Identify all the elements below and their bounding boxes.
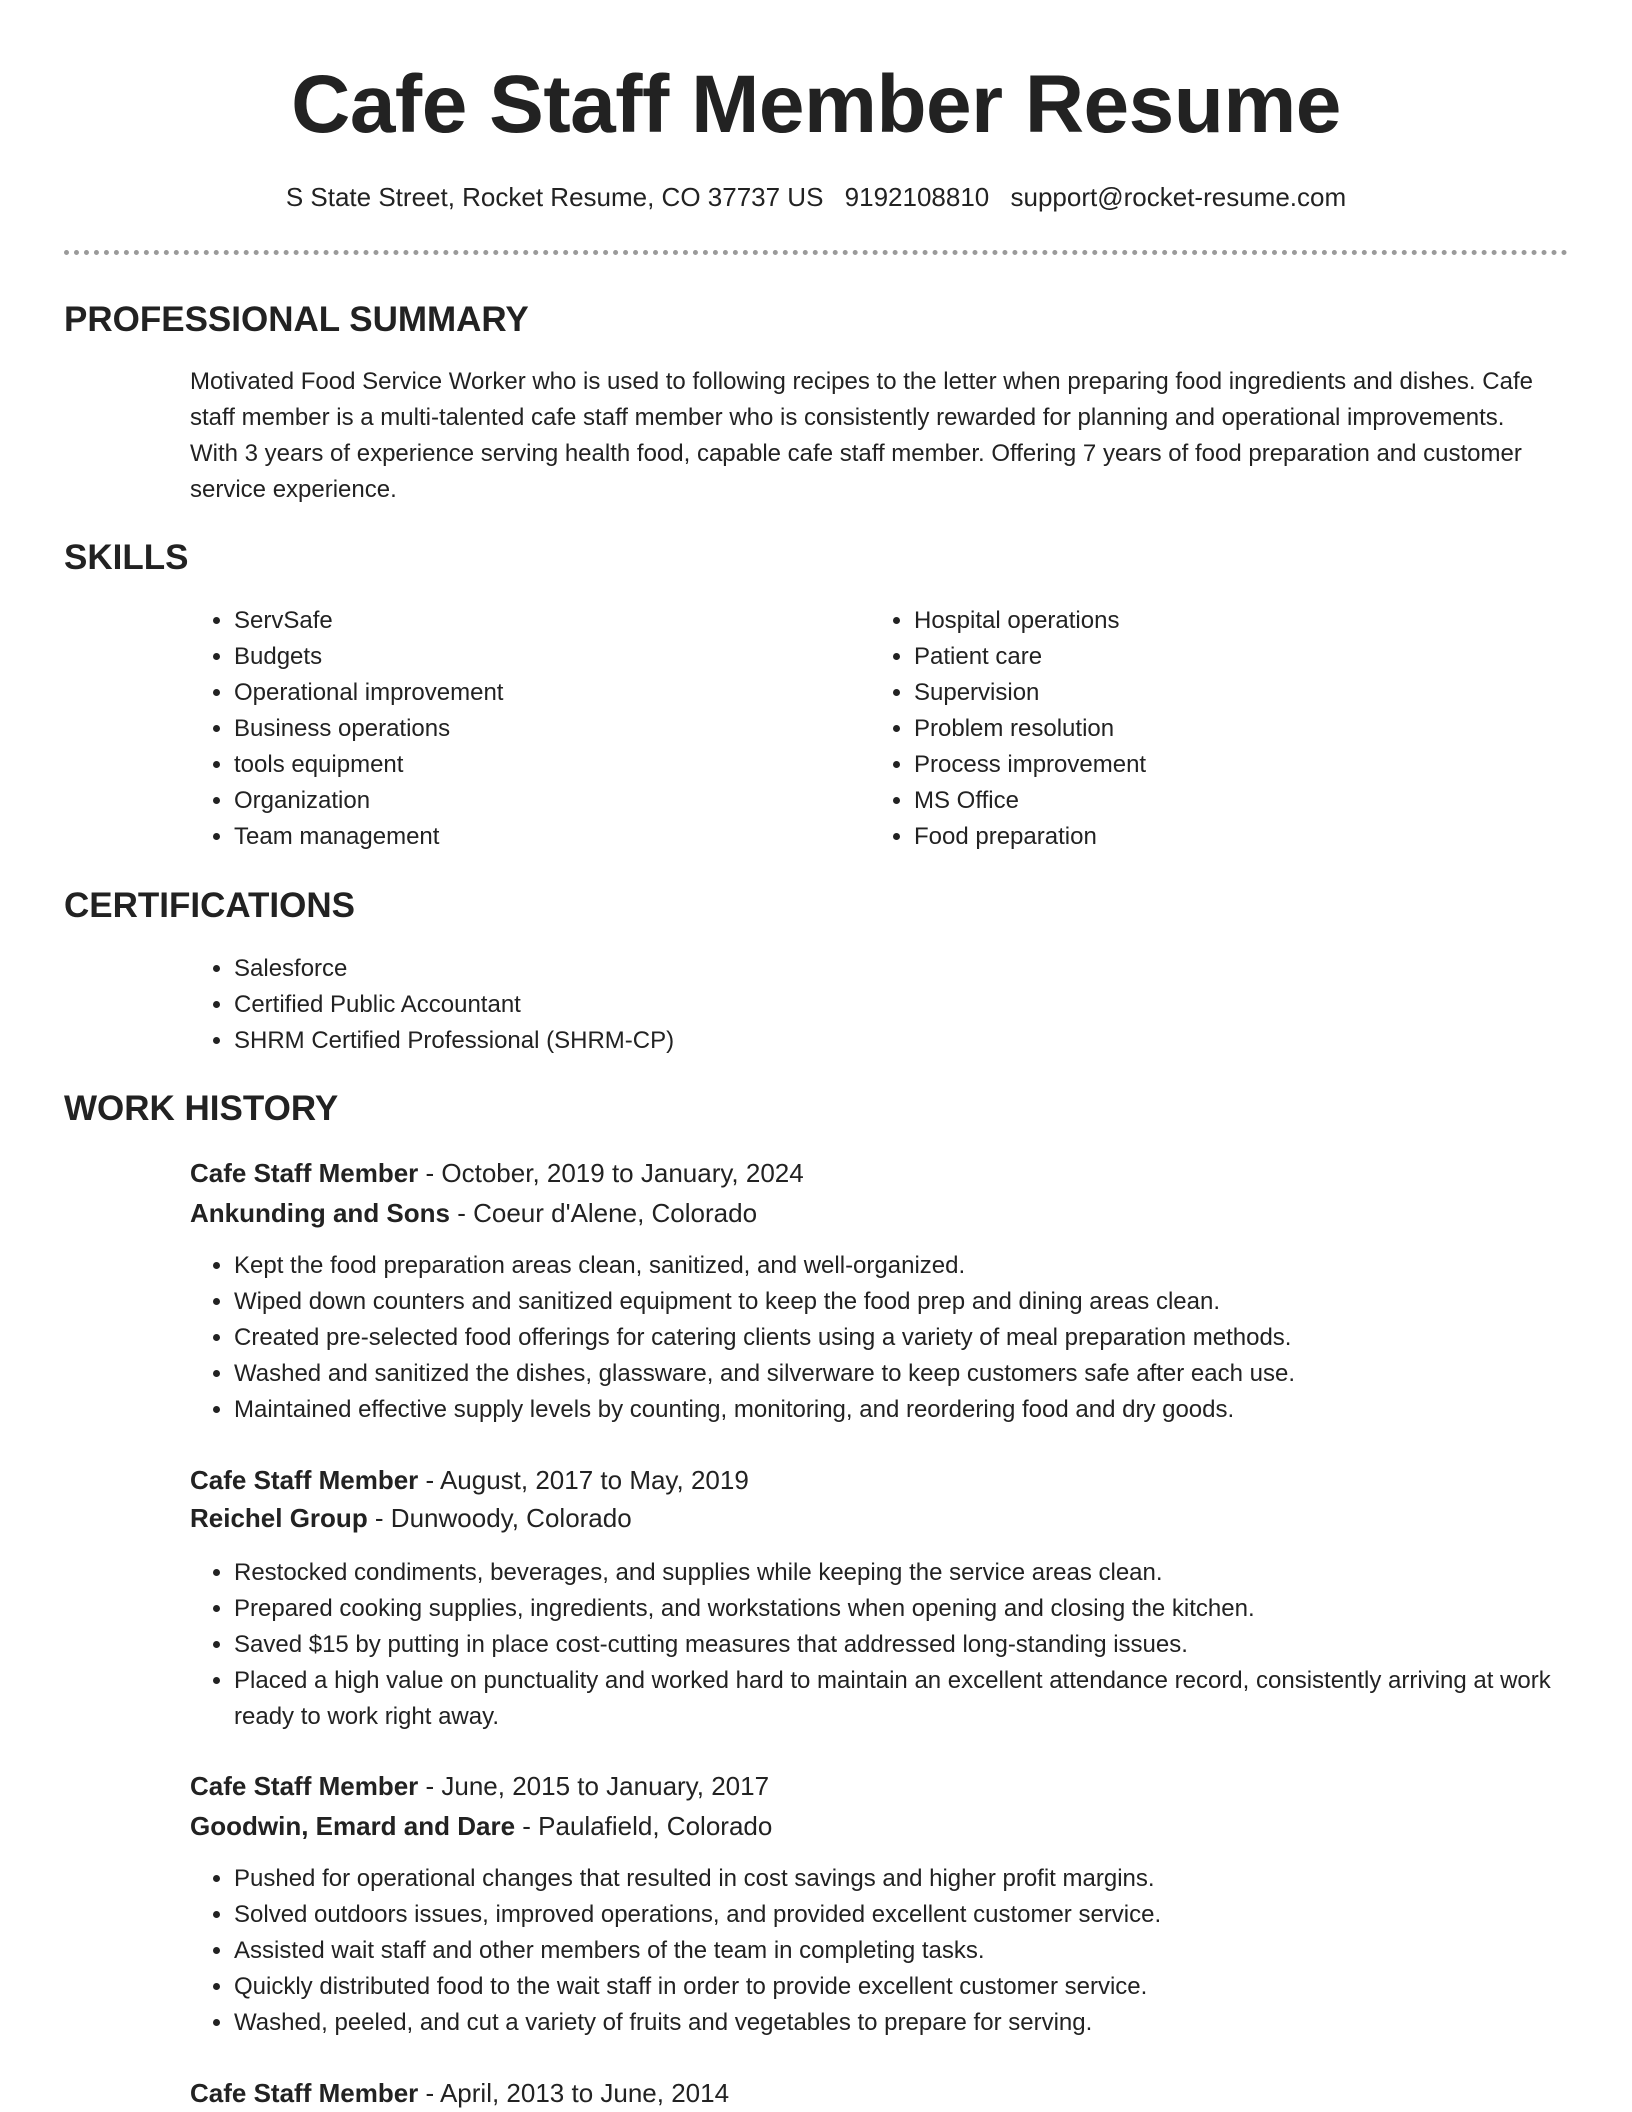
job-company-line (190, 1808, 772, 1844)
job-dates: - October, 2019 to January, 2024 (418, 1158, 804, 1188)
certification-item: • Certified Public Accountant (234, 987, 1234, 1023)
skill-item: • Food preparation (914, 819, 1514, 855)
certification-item: • Salesforce (234, 951, 1234, 987)
job-dates: - June, 2015 to January, 2017 (418, 1771, 770, 1801)
work-history-heading: WORK HISTORY (64, 1089, 339, 1128)
header-divider (64, 250, 1568, 255)
job-title-line (190, 1155, 804, 1191)
job-duties (190, 1861, 1594, 2041)
contact-email: support@rocket-resume.com (1010, 182, 1347, 212)
contact-phone: 9192108810 (844, 182, 990, 212)
skill-item: • Patient care (914, 639, 1514, 675)
duty-item: • Maintained effective supply levels by counting, monitoring, and reordering food and dry goods. (234, 1392, 1594, 1428)
duty-item: • Created pre-selected food offerings for catering clients using a variety of meal preparation methods. (234, 1320, 1594, 1356)
job-company: Reichel Group (190, 1503, 368, 1533)
job-role: Cafe Staff Member (190, 1465, 419, 1495)
skill-item: • Business operations (234, 711, 834, 747)
duty-item: • Placed a high value on punctuality and worked hard to maintain an excellent attendance record, consistently arriving at work ready to work right away. (234, 1663, 1594, 1735)
job-role: Cafe Staff Member (190, 2078, 419, 2108)
summary-heading: PROFESSIONAL SUMMARY (64, 300, 529, 339)
skills-list-right (870, 603, 1514, 855)
job-company-line (190, 1500, 632, 1536)
job-title-line (190, 1768, 769, 1804)
job-location: - Dunwoody, Colorado (367, 1503, 632, 1533)
contact-address: S State Street, Rocket Resume, CO 37737 US (285, 182, 824, 212)
job-title-line (190, 1462, 749, 1498)
duty-item: • Solved outdoors issues, improved operations, and provided excellent customer service. (234, 1897, 1594, 1933)
job-role: Cafe Staff Member (190, 1771, 419, 1801)
job-dates: - August, 2017 to May, 2019 (418, 1465, 749, 1495)
job-company: Goodwin, Emard and Dare (190, 1811, 516, 1841)
certification-item: • SHRM Certified Professional (SHRM-CP) (234, 1023, 1234, 1059)
skills-heading: SKILLS (64, 538, 189, 577)
resume-title: Cafe Staff Member Resume (291, 59, 1341, 150)
job-duties (190, 1248, 1594, 1428)
job-title-line (190, 2075, 729, 2111)
duty-item: • Washed, peeled, and cut a variety of fruits and vegetables to prepare for serving. (234, 2005, 1594, 2041)
job-duties (190, 1555, 1594, 1735)
job-role: Cafe Staff Member (190, 1158, 419, 1188)
skill-item: • ServSafe (234, 603, 834, 639)
job-location: - Coeur d'Alene, Colorado (450, 1198, 758, 1228)
skill-item: • MS Office (914, 783, 1514, 819)
skill-item: • Supervision (914, 675, 1514, 711)
skills-list-left (190, 603, 834, 855)
job-company-line (190, 1195, 757, 1231)
skill-item: • Process improvement (914, 747, 1514, 783)
duty-item: • Quickly distributed food to the wait staff in order to provide excellent customer service. (234, 1969, 1594, 2005)
skill-item: • tools equipment (234, 747, 834, 783)
certifications-list (190, 951, 1234, 1059)
summary-text: Motivated Food Service Worker who is used to following recipes to the letter when preparing food ingredients and dishes. Cafe staff member is a multi-talented cafe staff member who is consistently rewarded for planning and operational improvements. With 3 years of experience serving health food, capable cafe staff member. Offering 7 years of food preparation and customer service experience. (190, 368, 1533, 503)
duty-item: • Kept the food preparation areas clean, sanitized, and well-organized. (234, 1248, 1594, 1284)
duty-item: • Assisted wait staff and other members of the team in completing tasks. (234, 1933, 1594, 1969)
skill-item: • Organization (234, 783, 834, 819)
skill-item: • Team management (234, 819, 834, 855)
skill-item: • Budgets (234, 639, 834, 675)
certifications-heading: CERTIFICATIONS (64, 886, 356, 925)
skill-item: • Operational improvement (234, 675, 834, 711)
duty-item: • Pushed for operational changes that resulted in cost savings and higher profit margins. (234, 1861, 1594, 1897)
skill-item: • Problem resolution (914, 711, 1514, 747)
duty-item: • Wiped down counters and sanitized equipment to keep the food prep and dining areas clean. (234, 1284, 1594, 1320)
duty-item: • Washed and sanitized the dishes, glassware, and silverware to keep customers safe after each use. (234, 1356, 1594, 1392)
job-location: - Paulafield, Colorado (515, 1811, 773, 1841)
job-company: Ankunding and Sons (190, 1198, 450, 1228)
job-dates: - April, 2013 to June, 2014 (418, 2078, 730, 2108)
skill-item: • Hospital operations (914, 603, 1514, 639)
contact-line (0, 180, 1632, 214)
duty-item: • Saved $15 by putting in place cost-cutting measures that addressed long-standing issues. (234, 1627, 1594, 1663)
duty-item: • Prepared cooking supplies, ingredients, and workstations when opening and closing the kitchen. (234, 1591, 1594, 1627)
duty-item: • Restocked condiments, beverages, and supplies while keeping the service areas clean. (234, 1555, 1594, 1591)
